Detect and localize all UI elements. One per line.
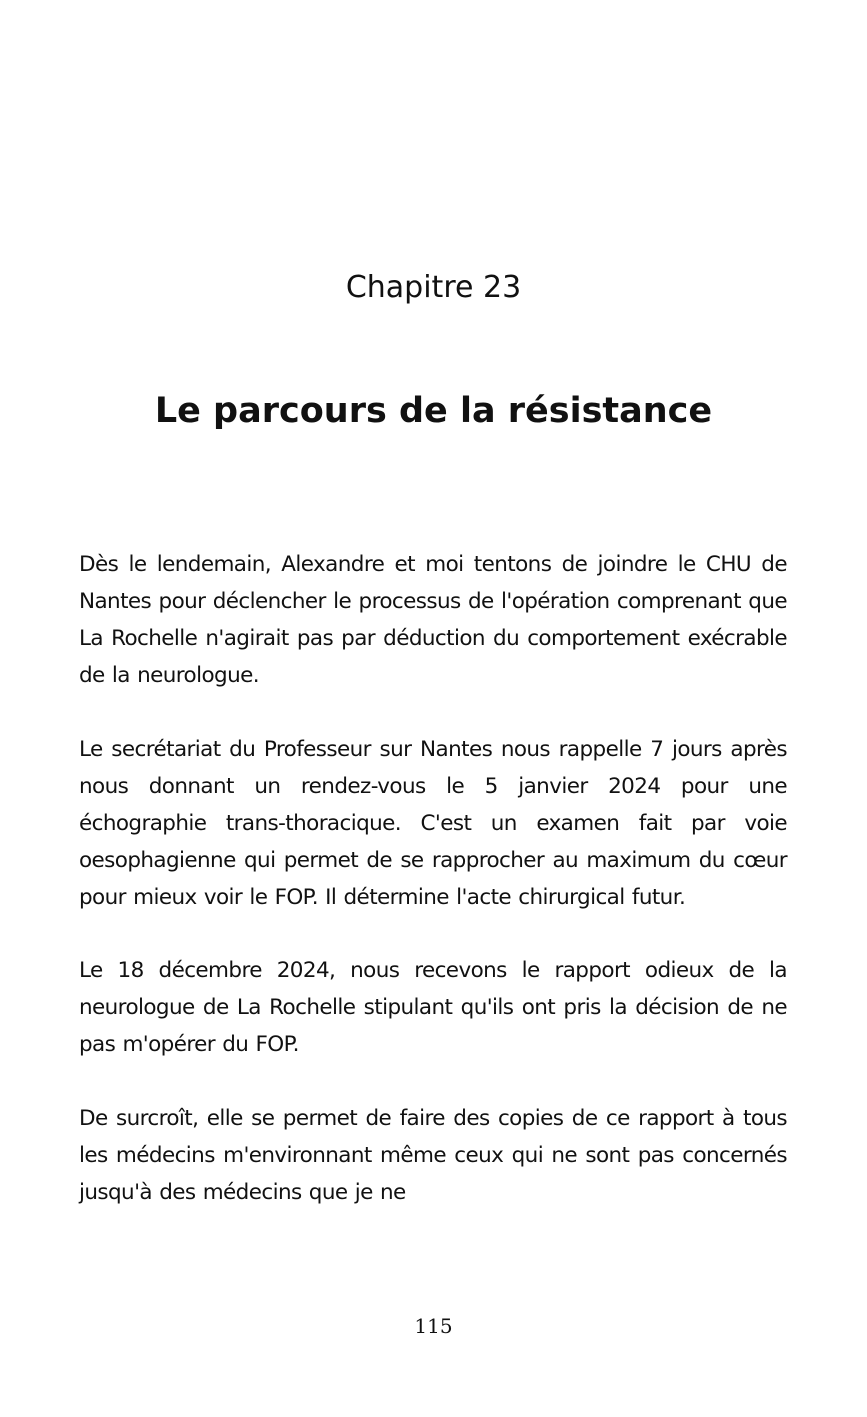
- body-text: [79, 546, 787, 1247]
- paragraph: De surcroît, elle se permet de faire des copies de ce rapport à tous les médecins m'environnant même ceux qui ne sont pas concernés jusqu'à des médecins que je ne: [79, 1105, 787, 1205]
- paragraph: Le secrétariat du Professeur sur Nantes nous rappelle 7 jours après nous donnant un rendez-vous le 5 janvier 2024 pour une échographie trans-thoracique. C'est un examen fait par voie oesophagienne qui permet de se rapprocher au maximum du cœur pour mieux voir le FOP. Il détermine l'acte chirurgical futur.: [79, 736, 787, 910]
- page-number: 115: [414, 1314, 453, 1338]
- paragraph: Dès le lendemain, Alexandre et moi tentons de joindre le CHU de Nantes pour déclencher le processus de l'opération comprenant que La Rochelle n'agirait pas par déduction du comportement exécrable de la neurologue.: [79, 552, 787, 688]
- chapter-title: Le parcours de la résistance: [154, 391, 713, 431]
- paragraph: Le 18 décembre 2024, nous recevons le rapport odieux de la neurologue de La Rochelle stipulant qu'ils ont pris la décision de ne pas m'opérer du FOP.: [79, 958, 787, 1057]
- chapter-label: Chapitre 23: [345, 270, 522, 305]
